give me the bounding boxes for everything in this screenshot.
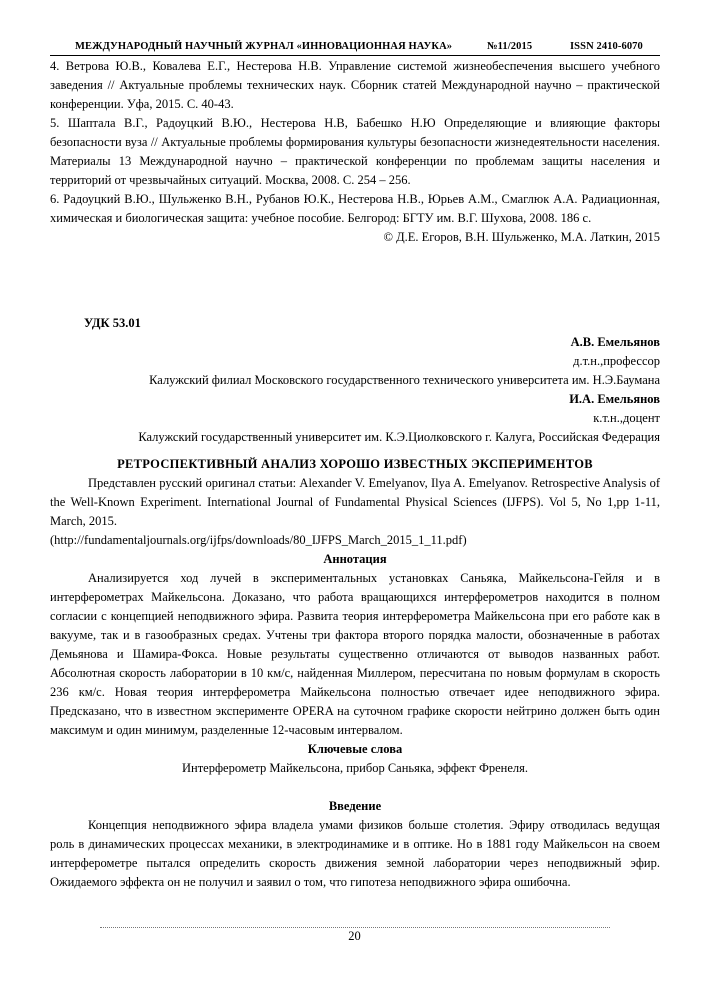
udk-code: УДК 53.01 xyxy=(84,316,141,330)
journal-name: МЕЖДУНАРОДНЫЙ НАУЧНЫЙ ЖУРНАЛ «ИННОВАЦИОННАЯ НАУКА» xyxy=(75,41,453,52)
issue-number: №11/2015 xyxy=(487,41,533,52)
header-rule xyxy=(50,55,660,56)
page-number: 20 xyxy=(348,929,361,943)
abstract-heading: Аннотация xyxy=(323,552,387,566)
introduction-heading: Введение xyxy=(328,799,382,813)
reference-item: 5. Шаптала В.Г., Радоуцкий В.Ю., Нестерова Н.В, Бабешко Н.Ю Определяющие и влияющие факторы безопасности вуза // Актуальные проблемы формирования культуры безопасности жизнедеятельности населения. Материалы 13 Международной научно – практической конференции по проблемам защиты населения и территорий от чрезвычайных ситуаций. Москва, 2008. С. 254 – 256. xyxy=(50,116,660,187)
page-content xyxy=(50,57,660,892)
author-degree: д.т.н.,профессор xyxy=(573,354,660,368)
footer-rule xyxy=(100,927,610,928)
issn: ISSN 2410-6070 xyxy=(570,41,643,52)
reference-item: 6. Радоуцкий В.Ю., Шульженко В.Н., Рубанов Ю.К., Нестерова Н.В., Юрьев А.М., Смаглюк А.А. Радиационная, химическая и биологическая защита: учебное пособие. Белгород: БГТУ им. В.Г. Шухова, 2008. 186 с. xyxy=(50,192,660,225)
abstract-text: Анализируется ход лучей в экспериментальных установках Саньяка, Майкельсона-Гейля и в интерферометрах Майкельсона. Доказано, что работа вращающихся интерферометров находится в полном согласии с концепцией неподвижного эфира. Развита теория интерферометра Майкельсона при его работе как в вакууме, так и в газообразных средах. Учтены три фактора второго порядка малости, обозначенные в работах Демьянова и Шамира-Фокса. Новые результаты существенно отличаются от выводов названных работ. Абсолютная скорость лаборатории в 10 км/с, найденная Миллером, пересчитана по новым формулам в скорость 236 км/с. Новая теория интерферометра Майкельсона полностью отвечает идее неподвижного эфира. Предсказано, что в известном эксперименте OPERA на суточном графике скорости нейтрино должен быть один максимум и один минимум, разделенные 12-часовым интервалом. xyxy=(50,571,660,737)
article-title: РЕТРОСПЕКТИВНЫЙ АНАЛИЗ ХОРОШО ИЗВЕСТНЫХ ЭКСПЕРИМЕНТОВ xyxy=(117,457,593,471)
author-affiliation: Калужский филиал Московского государственного технического университета им. Н.Э.Баумана xyxy=(149,373,660,387)
author-name: И.А. Емельянов xyxy=(569,392,660,406)
copyright-line: © Д.Е. Егоров, В.Н. Шульженко, М.А. Латкин, 2015 xyxy=(383,230,660,244)
keywords-text: Интерферометр Майкельсона, прибор Саньяка, эффект Френеля. xyxy=(181,761,529,775)
keywords-heading: Ключевые слова xyxy=(307,742,403,756)
author-degree: к.т.н.,доцент xyxy=(593,411,660,425)
reference-list xyxy=(50,57,660,228)
author-block xyxy=(50,333,660,447)
reference-item: 4. Ветрова Ю.В., Ковалева Е.Г., Нестерова Н.В. Управление системой жизнеобеспечения высшего учебного заведения // Актуальные проблемы технических наук. Сборник статей Международной научно – практической конференции. Уфа, 2015. С. 40-43. xyxy=(50,59,660,111)
author-name: А.В. Емельянов xyxy=(570,335,660,349)
source-note: Представлен русский оригинал статьи: Alexander V. Emelyanov, Ilya A. Emelyanov. Retrospective Analysis of the Well-Known Experiment. International Journal of Fundamental Physical Sciences (IJFPS). Vol 5, No 1,pp 1-11, March, 2015. xyxy=(50,476,660,528)
introduction-text: Концепция неподвижного эфира владела умами физиков больше столетия. Эфиру отводилась ведущая роль в динамических процессах механики, в электродинамике и в оптике. Но в 1881 году Майкельсон на своем интерферометре пытался определить скорость движения земной лаборатории через неподвижный эфир. Ожидаемого эффекта он не получил и заявил о том, что гипотеза неподвижного эфира ошибочна. xyxy=(50,818,660,889)
source-url: (http://fundamentaljournals.org/ijfps/downloads/80_IJFPS_March_2015_1_11.pdf) xyxy=(50,533,467,547)
author-affiliation: Калужский государственный университет им. К.Э.Циолковского г. Калуга, Российская Федерация xyxy=(138,430,660,444)
